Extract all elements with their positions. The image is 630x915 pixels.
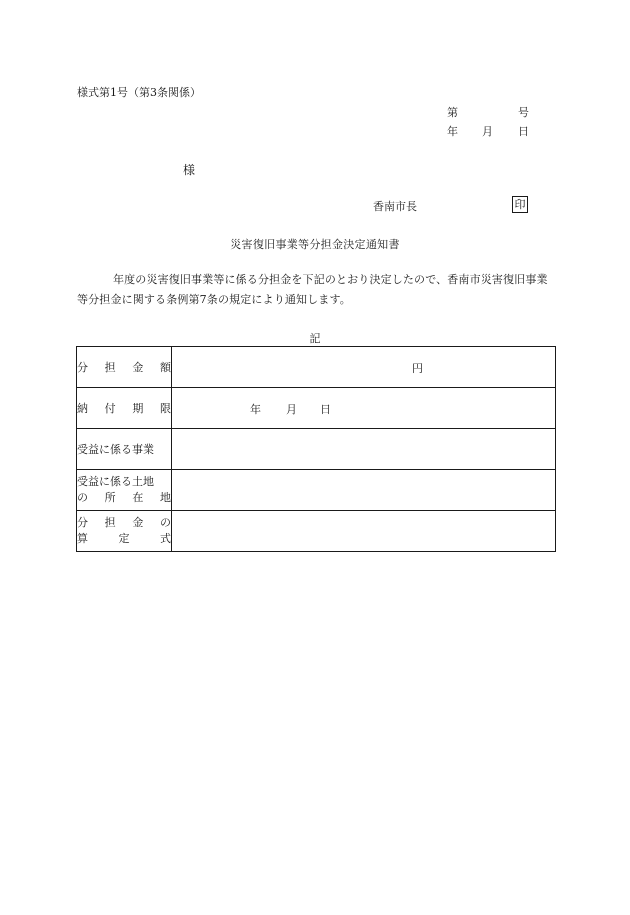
label-char: 在 [132, 491, 144, 504]
label-char: 期 [132, 402, 144, 415]
addressee-honorific: 様 [183, 163, 196, 177]
value-amount [172, 347, 556, 388]
label-line [77, 474, 171, 490]
label-char: 付 [104, 402, 116, 415]
label-deadline [77, 388, 172, 429]
deadline-month: 月 [286, 403, 297, 416]
label-char: 金 [132, 361, 144, 374]
label-char: 算 [77, 532, 88, 545]
document-title: 災害復旧事業等分担金決定通知書 [230, 238, 400, 251]
ki-heading: 記 [309, 332, 321, 345]
label-land-location [77, 470, 172, 511]
label-char: 担 [104, 361, 116, 374]
label-line [77, 490, 171, 506]
deadline-day: 日 [320, 403, 331, 416]
label-amount [77, 347, 172, 388]
label-char: 式 [160, 532, 171, 545]
date-day: 日 [518, 125, 529, 138]
label-formula [77, 511, 172, 552]
label-char: 分 [77, 361, 88, 374]
table-row [77, 347, 556, 388]
label-char: 限 [159, 402, 171, 415]
label-char: 定 [118, 532, 130, 545]
label-line [77, 515, 171, 531]
label-project [77, 429, 172, 470]
label-char: 金 [132, 516, 144, 529]
date-year: 年 [447, 125, 458, 138]
table-row [77, 429, 556, 470]
label-text: 受益に係る事業 [77, 443, 154, 456]
deadline-year: 年 [250, 403, 261, 416]
label-char: 分 [77, 516, 88, 529]
value-land-location [172, 470, 556, 511]
details-table [76, 346, 556, 552]
table-row [77, 388, 556, 429]
table-row [77, 470, 556, 511]
label-char: 額 [159, 361, 171, 374]
yen-unit: 円 [412, 362, 423, 375]
label-char: の [77, 491, 88, 504]
notice-body: 年度の災害復旧事業等に係る分担金を下記のとおり決定したので、香南市災害復旧事業等分担金に関する条例第7条の規定により通知します。 [77, 273, 548, 306]
form-number: 様式第1号（第3条関係） [77, 86, 201, 99]
table-row [77, 511, 556, 552]
date-month: 月 [482, 125, 493, 138]
label-char: 地 [159, 491, 171, 504]
label-char: 担 [104, 516, 116, 529]
doc-number-suffix: 号 [518, 106, 529, 119]
label-char: の [159, 516, 171, 529]
seal-mark: 印 [512, 196, 528, 213]
label-line [77, 531, 171, 547]
label-text: 受益に係る土地 [77, 475, 154, 488]
doc-number-prefix: 第 [447, 106, 458, 119]
issuer-name: 香南市長 [373, 200, 417, 213]
label-char: 所 [104, 491, 116, 504]
label-char: 納 [77, 402, 88, 415]
value-project [172, 429, 556, 470]
value-formula [172, 511, 556, 552]
value-deadline [172, 388, 556, 429]
